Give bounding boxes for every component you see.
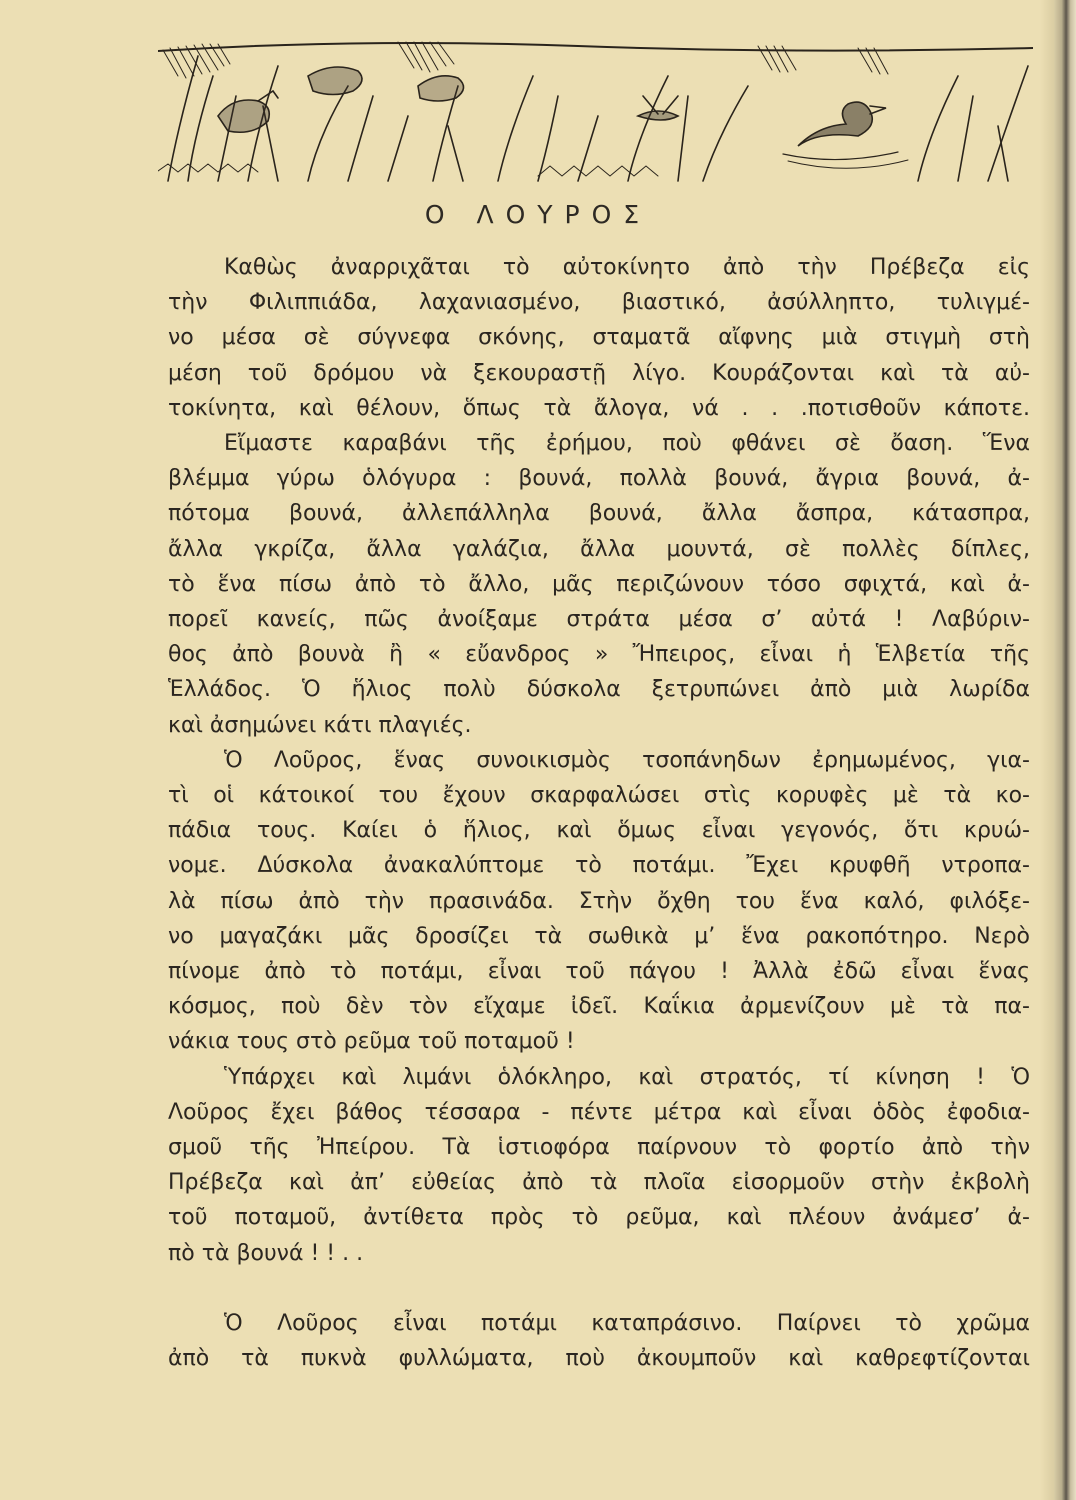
text-line: θος ἀπὸ βουνὰ ἢ « εὔανδρος » Ἤπειρος, εἶναι ἡ Ἑλβετία τῆς bbox=[168, 642, 1030, 668]
text-line: κόσμος, ποὺ δὲν τὸν εἴχαμε ἰδεῖ. Καΐκια ἀρμενίζουν μὲ τὰ πα- bbox=[168, 994, 1030, 1020]
text-line: Καθὼς ἀναρριχᾶται τὸ αὐτοκίνητο ἀπὸ τὴν Πρέβεζα εἰς bbox=[224, 255, 1030, 280]
paragraph-3 bbox=[168, 743, 1030, 1060]
text-line: πάδια τους. Καίει ὁ ἥλιος, καὶ ὅμως εἶναι γεγονός, ὅτι κρυώ- bbox=[168, 818, 1030, 844]
text-line: πορεῖ κανείς, πῶς ἀνοίξαμε στράτα μέσα σ’ αὐτά ! Λαβύριν- bbox=[168, 607, 1030, 633]
section-gap bbox=[168, 1271, 1030, 1306]
paragraph-1 bbox=[168, 250, 1030, 426]
text-line: πότομα βουνά, ἀλλεπάλληλα βουνά, ἄλλα ἄσπρα, κάτασπρα, bbox=[168, 501, 1030, 527]
text-line: νο μέσα σὲ σύγνεφα σκόνης, σταματᾶ αἴφνης μιὰ στιγμὴ στὴ bbox=[168, 325, 1030, 351]
text-line: Εἴμαστε καραβάνι τῆς ἐρήμου, ποὺ φθάνει σὲ ὄαση. Ἕνα bbox=[224, 431, 1030, 457]
text-line: Ὁ Λοῦρος, ἕνας συνοικισμὸς τσοπάνηδων ἐρημωμένος, για- bbox=[224, 747, 1030, 773]
reeds-birds-duck-illustration bbox=[158, 36, 1033, 186]
article-title: Ο ΛΟΥΡΟΣ bbox=[424, 200, 652, 229]
text-line: λὰ πίσω ἀπὸ τὴν πρασινάδα. Στὴν ὄχθη του ἕνα καλό, φιλόξε- bbox=[168, 888, 1030, 914]
text-line: τὸ ἕνα πίσω ἀπὸ τὸ ἄλλο, μᾶς περιζώνουν τόσο σφιχτά, καὶ ἀ- bbox=[168, 571, 1030, 597]
text-line: πὸ τὰ βουνά ! ! . . bbox=[168, 1240, 364, 1266]
text-line: πίνομε ἀπὸ τὸ ποτάμι, εἶναι τοῦ πάγου ! Ἀλλὰ ἐδῶ εἶναι ἕνας bbox=[168, 959, 1030, 985]
text-line: νάκια τους στὸ ρεῦμα τοῦ ποταμοῦ ! bbox=[168, 1029, 575, 1055]
text-line: ἀπὸ τὰ πυκνὰ φυλλώματα, ποὺ ἀκουμποῦν καὶ καθρεφτίζονται bbox=[168, 1346, 1030, 1372]
text-line: τὶ οἱ κάτοικοί του ἔχουν σκαρφαλώσει στὶς κορυφὲς μὲ τὰ κο- bbox=[168, 783, 1030, 809]
text-line: σμοῦ τῆς Ἠπείρου. Τὰ ἱστιοφόρα παίρνουν τὸ φορτίο ἀπὸ τὴν bbox=[168, 1135, 1030, 1161]
text-line: Λοῦρος ἔχει βάθος τέσσαρα - πέντε μέτρα καὶ εἶναι ὁδὸς ἐφοδια- bbox=[168, 1099, 1030, 1125]
text-line: Ἑλλάδος. Ὁ ἥλιος πολὺ δύσκολα ξετρυπώνει ἀπὸ μιὰ λωρίδα bbox=[168, 677, 1030, 703]
text-line: μέση τοῦ δρόμου νὰ ξεκουραστῇ λίγο. Κουράζονται καὶ τὰ αὐ- bbox=[168, 360, 1030, 386]
paragraph-2 bbox=[168, 426, 1030, 743]
text-line: βλέμμα γύρω ὁλόγυρα : βουνά, πολλὰ βουνά, ἄγρια βουνά, ἀ- bbox=[168, 466, 1030, 492]
text-line: νομε. Δύσκολα ἀνακαλύπτομε τὸ ποτάμι. Ἔχει κρυφθῆ ντροπα- bbox=[168, 853, 1030, 879]
text-line: τοῦ ποταμοῦ, ἀντίθετα πρὸς τὸ ρεῦμα, καὶ πλέουν ἀνάμεσ’ ἀ- bbox=[168, 1205, 1030, 1231]
text-line: τὴν Φιλιππιάδα, λαχανιασμένο, βιαστικό, ἀσύλληπτο, τυλιγμέ- bbox=[168, 290, 1030, 316]
text-line: Πρέβεζα καὶ ἀπ’ εὐθείας ἀπὸ τὰ πλοῖα εἰσορμοῦν στὴν ἐκβολὴ bbox=[168, 1170, 1030, 1196]
text-line: τοκίνητα, καὶ θέλουν, ὅπως τὰ ἄλογα, νά . . .ποτισθοῦν κάποτε. bbox=[168, 395, 1030, 421]
text-line: νο μαγαζάκι μᾶς δροσίζει τὰ σωθικὰ μ’ ἕνα ρακοπότηρο. Νερὸ bbox=[168, 923, 1030, 949]
article-body bbox=[168, 250, 1030, 1376]
text-line: ἄλλα γκρίζα, ἄλλα γαλάζια, ἄλλα μουντά, σὲ πολλὲς δίπλες, bbox=[168, 536, 1030, 562]
text-line: καὶ ἀσημώνει κάτι πλαγιές. bbox=[168, 712, 472, 738]
text-line: Ὑπάρχει καὶ λιμάνι ὁλόκληρο, καὶ στρατός, τί κίνηση ! Ὁ bbox=[224, 1064, 1030, 1090]
paragraph-4 bbox=[168, 1060, 1030, 1271]
text-line: Ὁ Λοῦρος εἶναι ποτάμι καταπράσινο. Παίρνει τὸ χρῶμα bbox=[224, 1310, 1030, 1336]
paragraph-5 bbox=[168, 1306, 1030, 1376]
